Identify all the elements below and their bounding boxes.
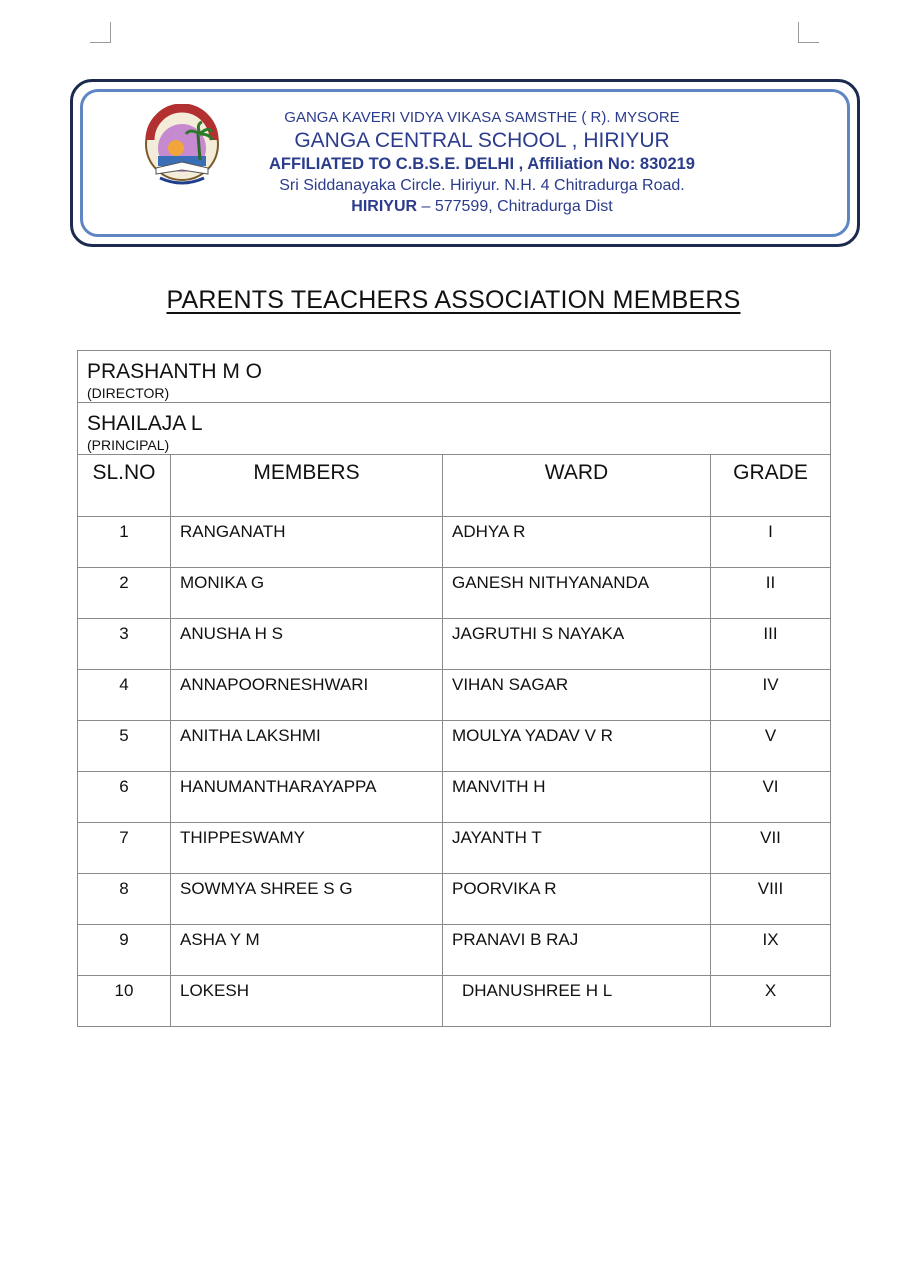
crop-mark-top-left — [90, 22, 111, 43]
cell-ward: PRANAVI B RAJ — [443, 925, 711, 976]
cell-grade: VI — [711, 772, 831, 823]
cell-ward: GANESH NITHYANANDA — [443, 568, 711, 619]
cell-member: RANGANATH — [171, 517, 443, 568]
principal-role: (PRINCIPAL) — [87, 437, 170, 453]
cell-ward: DHANUSHREE H L — [443, 976, 711, 1027]
city-name: HIRIYUR — [351, 198, 418, 215]
city-line — [232, 196, 732, 217]
table-row — [78, 721, 831, 772]
letterhead-text — [232, 108, 732, 217]
cell-member: SOWMYA SHREE S G — [171, 874, 443, 925]
crop-mark-top-right — [798, 22, 819, 43]
cell-member: ANNAPOORNESHWARI — [171, 670, 443, 721]
cell-slno: 1 — [78, 517, 171, 568]
address-line: Sri Siddanayaka Circle. Hiriyur. N.H. 4 Chitradurga Road. — [279, 177, 685, 194]
header-grade: GRADE — [711, 455, 831, 517]
school-crest-icon — [140, 104, 224, 188]
cell-ward: MOULYA YADAV V R — [443, 721, 711, 772]
header-slno: SL.NO — [78, 455, 171, 517]
cell-slno: 5 — [78, 721, 171, 772]
cell-ward: JAYANTH T — [443, 823, 711, 874]
cell-member: LOKESH — [171, 976, 443, 1027]
cell-slno: 4 — [78, 670, 171, 721]
cell-slno: 3 — [78, 619, 171, 670]
cell-slno: 2 — [78, 568, 171, 619]
cell-grade: I — [711, 517, 831, 568]
cell-grade: IX — [711, 925, 831, 976]
cell-grade: VIII — [711, 874, 831, 925]
page-title: PARENTS TEACHERS ASSOCIATION MEMBERS — [166, 286, 741, 314]
cell-grade: VII — [711, 823, 831, 874]
table-row — [78, 874, 831, 925]
director-cell — [78, 351, 831, 403]
society-name: GANGA KAVERI VIDYA VIKASA SAMSTHE ( R). MYSORE — [284, 109, 680, 126]
header-members: MEMBERS — [171, 455, 443, 517]
table-row — [78, 568, 831, 619]
leader-row — [78, 351, 831, 403]
table-row — [78, 517, 831, 568]
header-ward: WARD — [443, 455, 711, 517]
cell-member: ANITHA LAKSHMI — [171, 721, 443, 772]
cell-ward: VIHAN SAGAR — [443, 670, 711, 721]
principal-cell — [78, 403, 831, 455]
table-row — [78, 925, 831, 976]
affiliation-line: AFFILIATED TO C.B.S.E. DELHI , Affiliation No: 830219 — [269, 155, 695, 173]
director-role: (DIRECTOR) — [87, 385, 170, 401]
cell-member: MONIKA G — [171, 568, 443, 619]
pin-district: – 577599, Chitradurga Dist — [417, 198, 613, 215]
school-name: GANGA CENTRAL SCHOOL , HIRIYUR — [294, 129, 670, 152]
cell-ward: ADHYA R — [443, 517, 711, 568]
table-row — [78, 670, 831, 721]
cell-member: ASHA Y M — [171, 925, 443, 976]
cell-slno: 7 — [78, 823, 171, 874]
cell-grade: X — [711, 976, 831, 1027]
cell-grade: II — [711, 568, 831, 619]
cell-slno: 6 — [78, 772, 171, 823]
cell-member: THIPPESWAMY — [171, 823, 443, 874]
table-header-row — [78, 455, 831, 517]
table-row — [78, 772, 831, 823]
cell-ward: JAGRUTHI S NAYAKA — [443, 619, 711, 670]
cell-grade: IV — [711, 670, 831, 721]
director-name: PRASHANTH M O — [87, 360, 263, 383]
cell-member: ANUSHA H S — [171, 619, 443, 670]
pta-members-table — [77, 350, 831, 1027]
cell-grade: V — [711, 721, 831, 772]
cell-ward: POORVIKA R — [443, 874, 711, 925]
table-row — [78, 619, 831, 670]
table-row — [78, 976, 831, 1027]
cell-member: HANUMANTHARAYAPPA — [171, 772, 443, 823]
cell-grade: III — [711, 619, 831, 670]
table-body — [78, 517, 831, 1027]
cell-slno: 8 — [78, 874, 171, 925]
leader-row — [78, 403, 831, 455]
cell-slno: 10 — [78, 976, 171, 1027]
table-row — [78, 823, 831, 874]
cell-ward: MANVITH H — [443, 772, 711, 823]
cell-slno: 9 — [78, 925, 171, 976]
principal-name: SHAILAJA L — [87, 412, 203, 435]
